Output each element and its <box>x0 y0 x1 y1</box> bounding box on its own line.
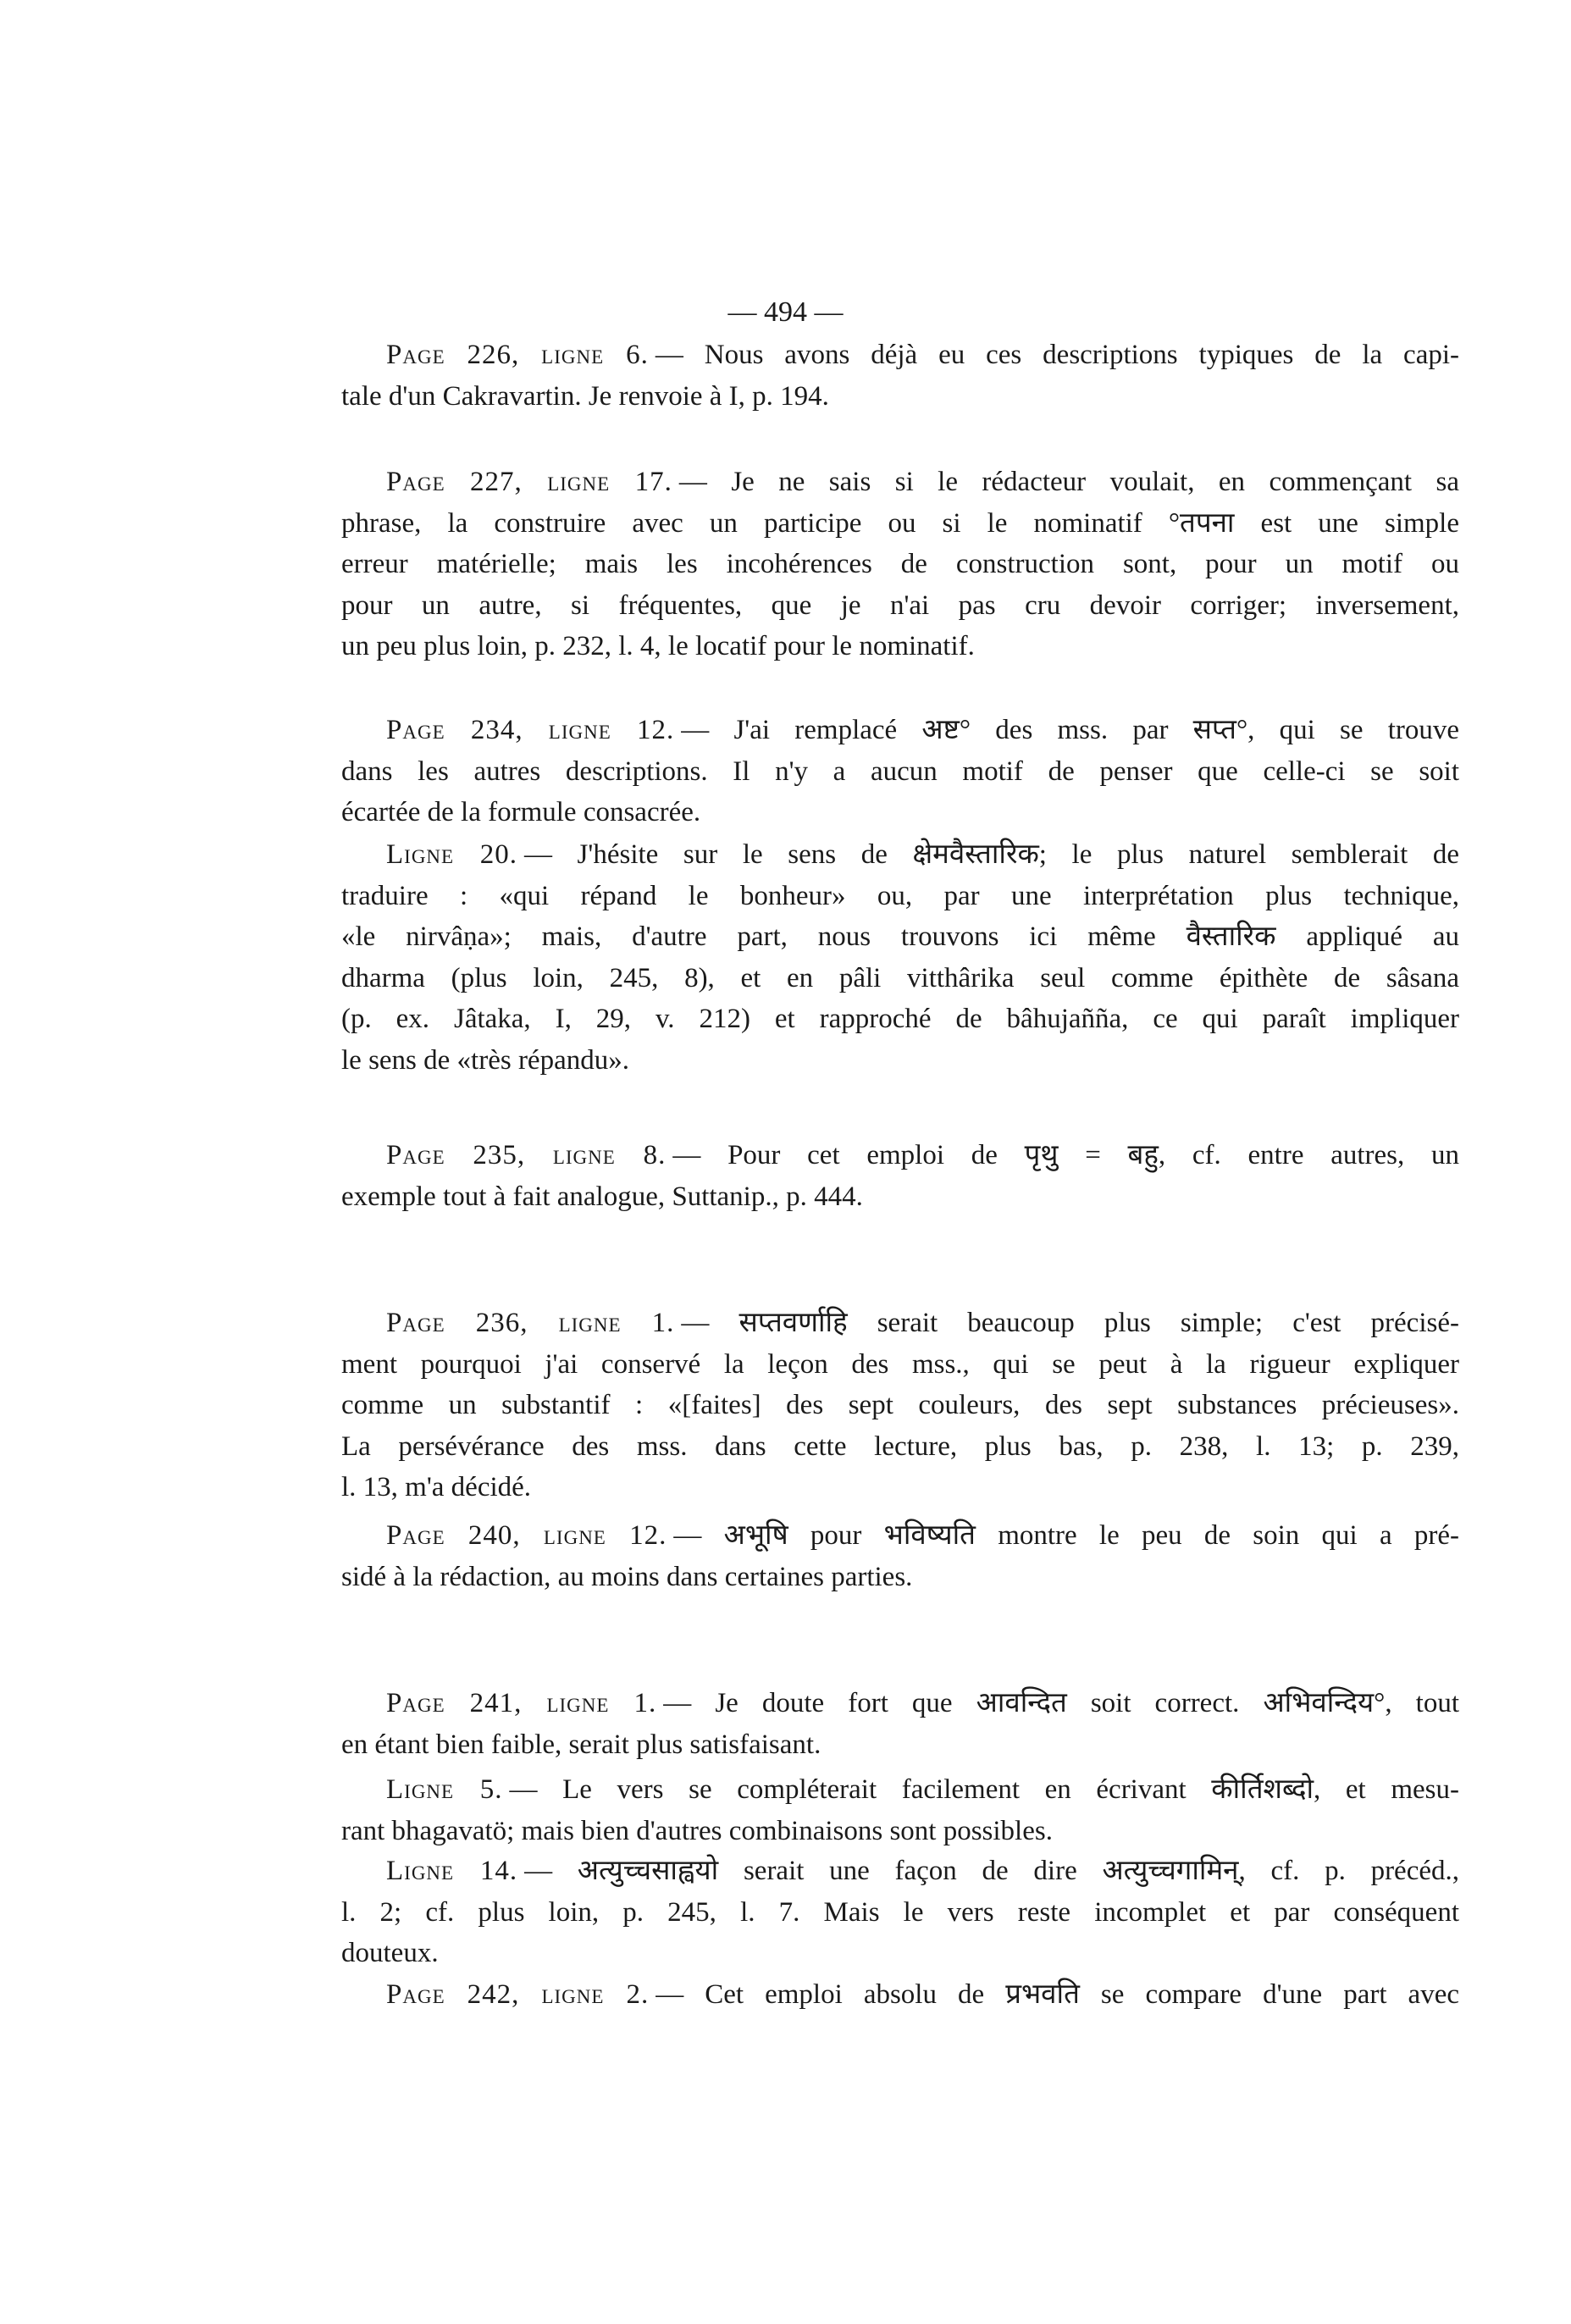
text-line <box>341 1176 1459 1218</box>
text-line <box>341 1892 1459 1934</box>
annotation-paragraph <box>341 834 1459 1081</box>
annotation-paragraph <box>341 335 1459 417</box>
annotation-paragraph <box>341 710 1459 833</box>
line-text: comme un substantif : «[faites] des sept couleurs, des sept substances précieuses». <box>341 1390 1459 1420</box>
annotation-paragraph <box>341 1515 1459 1597</box>
annotation-paragraph <box>341 1974 1459 2016</box>
text-line <box>341 999 1459 1040</box>
paragraph-reference: Page 242, ligne 2. <box>386 1979 650 2010</box>
paragraph-reference: Ligne 20. <box>386 839 517 870</box>
paragraph-reference: Page 240, ligne 12. <box>386 1520 667 1551</box>
line-text: traduire : «qui répand le bonheur» ou, par une interprétation plus technique, <box>341 880 1459 911</box>
text-line <box>341 1811 1459 1852</box>
paragraph-reference: Page 236, ligne 1. <box>386 1308 675 1338</box>
text-line <box>341 1515 1459 1557</box>
line-text: La persévérance des mss. dans cette lecture, plus bas, p. 238, l. 13; p. 239, <box>341 1430 1459 1462</box>
annotation-paragraph <box>341 462 1459 667</box>
annotation-paragraph <box>341 1851 1459 1974</box>
text-line <box>341 1344 1459 1386</box>
text-line <box>341 916 1459 958</box>
paragraph-reference: Page 227, ligne 17. <box>386 467 672 497</box>
text-line <box>341 751 1459 793</box>
paragraph-reference: Page 226, ligne 6. <box>386 340 649 370</box>
line-text: — अत्युच्चसाह्वयो serait une façon de dire अत्युच्चगामिन्, cf. p. précéd., <box>524 1856 1459 1886</box>
line-text: phrase, la construire avec un participe ou si le nominatif °तपना est une simple <box>341 507 1459 539</box>
paragraph-reference: Page 241, ligne 1. <box>386 1688 657 1718</box>
text-line <box>341 1135 1459 1176</box>
line-text: — Le vers se compléterait facilement en écrivant कीर्तिशब्दो, et mesu- <box>509 1774 1459 1805</box>
line-text: — Nous avons déjà eu ces descriptions typiques de la capi- <box>655 340 1460 370</box>
paragraph-reference: Page 235, ligne 8. <box>386 1140 667 1170</box>
text-line <box>341 335 1459 376</box>
text-line <box>341 792 1459 833</box>
paragraph-reference: Ligne 5. <box>386 1774 503 1805</box>
annotation-paragraph <box>341 1135 1459 1217</box>
line-text: pour un autre, si fréquentes, que je n'ai pas cru devoir corriger; inversement, <box>341 589 1459 621</box>
line-text: sidé à la rédaction, au moins dans certaines parties. <box>341 1561 913 1592</box>
line-text: — अभूषि pour भविष्यति montre le peu de soin qui a pré- <box>673 1520 1459 1551</box>
line-text: — Cet emploi absolu de प्रभवति se compare d'une part avec <box>656 1979 1459 2010</box>
line-text: dans les autres descriptions. Il n'y a aucun motif de penser que celle-ci se soit <box>341 755 1459 787</box>
line-text: — J'hésite sur le sens de क्षेमवैस्तारिक; le plus naturel semblerait de <box>523 839 1460 870</box>
paragraph-reference: Ligne 14. <box>386 1856 518 1886</box>
line-text: — Je ne sais si le rédacteur voulait, en commençant sa <box>678 467 1459 497</box>
annotation-paragraph <box>341 1769 1459 1851</box>
line-text: un peu plus loin, p. 232, l. 4, le locatif pour le nominatif. <box>341 631 975 661</box>
line-text: erreur matérielle; mais les incohérences de construction sont, pour un motif ou <box>341 549 1459 579</box>
line-text: l. 13, m'a décidé. <box>341 1472 532 1502</box>
text-line <box>341 1557 1459 1598</box>
text-line <box>341 626 1459 667</box>
text-line <box>341 462 1459 503</box>
text-line <box>341 1974 1459 2016</box>
page-number: — 494 — <box>727 296 844 328</box>
line-text: exemple tout à fait analogue, Suttanip., p. 444. <box>341 1181 863 1212</box>
line-text: dharma (plus loin, 245, 8), et en pâli vitthârika seul comme épithète de sâsana <box>341 962 1459 993</box>
line-text: «le nirvâṇa»; mais, d'autre part, nous trouvons ici même वैस्तारिक appliqué au <box>341 921 1459 952</box>
text-line <box>341 1040 1459 1082</box>
line-text: — Je doute fort que आवन्दित soit correct. अभिवन्दिय°, tout <box>663 1688 1459 1718</box>
line-text: — सप्तवर्णाहि serait beaucoup plus simple; c'est précisé- <box>681 1308 1459 1338</box>
text-line <box>341 834 1459 876</box>
line-text: le sens de «très répandu». <box>341 1044 629 1076</box>
paragraph-reference: Page 234, ligne 12. <box>386 715 675 745</box>
text-line <box>341 1426 1459 1468</box>
text-line <box>341 1467 1459 1508</box>
text-line <box>341 376 1459 418</box>
annotation-paragraph <box>341 1683 1459 1765</box>
line-text: rant bhagavatö; mais bien d'autres combinaisons sont possibles. <box>341 1815 1053 1846</box>
text-line <box>341 1933 1459 1974</box>
line-text: ment pourquoi j'ai conservé la leçon des mss., qui se peut à la rigueur expliquer <box>341 1348 1459 1380</box>
line-text: écartée de la formule consacrée. <box>341 797 701 827</box>
text-line <box>341 1303 1459 1344</box>
line-text: (p. ex. Jâtaka, I, 29, v. 212) et rapproché de bâhujañña, ce qui paraît impliquer <box>341 1004 1459 1034</box>
line-text: l. 2; cf. plus loin, p. 245, l. 7. Mais le vers reste incomplet et par conséquent <box>341 1896 1459 1928</box>
line-text: en étant bien faible, serait plus satisfaisant. <box>341 1729 821 1760</box>
line-text: douteux. <box>341 1938 439 1968</box>
text-line <box>341 1385 1459 1426</box>
text-line <box>341 503 1459 545</box>
annotation-paragraph <box>341 1303 1459 1508</box>
line-text: tale d'un Cakravartin. Je renvoie à I, p. 194. <box>341 380 829 412</box>
text-line <box>341 544 1459 585</box>
line-text: — Pour cet emploi de पृथु = बहु, cf. entre autres, un <box>672 1140 1459 1170</box>
text-line <box>341 1683 1459 1724</box>
text-line <box>341 710 1459 751</box>
text-line <box>341 1851 1459 1892</box>
text-line <box>341 958 1459 999</box>
text-line <box>341 1769 1459 1811</box>
line-text: — J'ai remplacé अष्ट° des mss. par सप्त°, qui se trouve <box>681 715 1459 745</box>
text-line <box>341 876 1459 917</box>
text-line <box>341 585 1459 627</box>
text-line <box>341 1724 1459 1766</box>
